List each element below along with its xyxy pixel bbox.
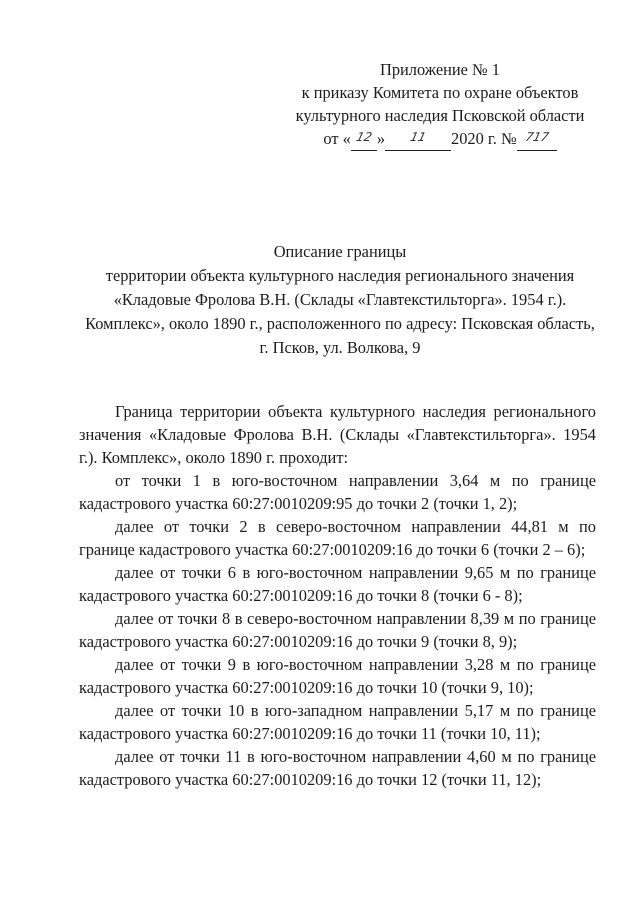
document-body [79,400,596,791]
boundary-item: далее от точки 8 в северо-восточном направлении 8,39 м по границе кадастрового участка 60:27:0010209:16 до точки 9 (точки 8, 9); [79,609,596,651]
appendix-line-order: к приказу Комитета по охране объектов [301,83,579,102]
appendix-header [280,58,600,151]
document-title [60,240,620,360]
date-mid: » [376,129,386,148]
date-month: 11 [408,130,428,144]
title-line-1: Описание границы [273,242,407,261]
title-line-3: «Кладовые Фролова В.Н. (Склады «Главтекстильторга». 1954 г.). [113,290,567,309]
boundary-item: далее от точки 9 в юго-восточном направлении 3,28 м по границе кадастрового участка 60:27:0010209:16 до точки 10 (точки 9, 10); [79,655,596,697]
title-line-4: Комплекс», около 1890 г., расположенного по адресу: Псковская область, [85,314,595,333]
date-day: 12 [354,130,374,144]
appendix-title: Приложение № 1 [379,60,500,79]
title-line-5: г. Псков, ул. Волкова, 9 [259,338,421,357]
order-number-field [517,127,557,151]
title-line-2: территории объекта культурного наследия регионального значения [105,266,575,285]
appendix-line-committee: культурного наследия Псковской области [295,106,585,125]
body-intro: Граница территории объекта культурного наследия регионального значения «Кладовые Фролова В.Н. (Склады «Главтекстильторга». 1954 г.). Комплекс», около 1890 г. проходит: [79,402,596,467]
boundary-item: далее от точки 2 в северо-восточном направлении 44,81 м по границе кадастрового участка 60:27:0010209:16 до точки 6 (точки 2 – 6); [79,517,596,559]
boundary-item: далее от точки 6 в юго-восточном направлении 9,65 м по границе кадастрового участка 60:27:0010209:16 до точки 8 (точки 6 - 8); [79,563,596,605]
date-month-field [385,127,451,151]
date-day-field [351,127,377,151]
date-year: 2020 г. № [451,129,517,148]
boundary-item: далее от точки 11 в юго-восточном направлении 4,60 м по границе кадастрового участка 60:27:0010209:16 до точки 12 (точки 11, 12); [79,747,596,789]
order-number: 717 [523,130,550,144]
boundary-item: далее от точки 10 в юго-западном направлении 5,17 м по границе кадастрового участка 60:27:0010209:16 до точки 11 (точки 10, 11); [79,701,596,743]
date-prefix: от « [323,129,351,148]
boundary-item: от точки 1 в юго-восточном направлении 3,64 м по границе кадастрового участка 60:27:0010209:95 до точки 2 (точки 1, 2); [79,471,596,513]
appendix-date-line [280,127,600,151]
